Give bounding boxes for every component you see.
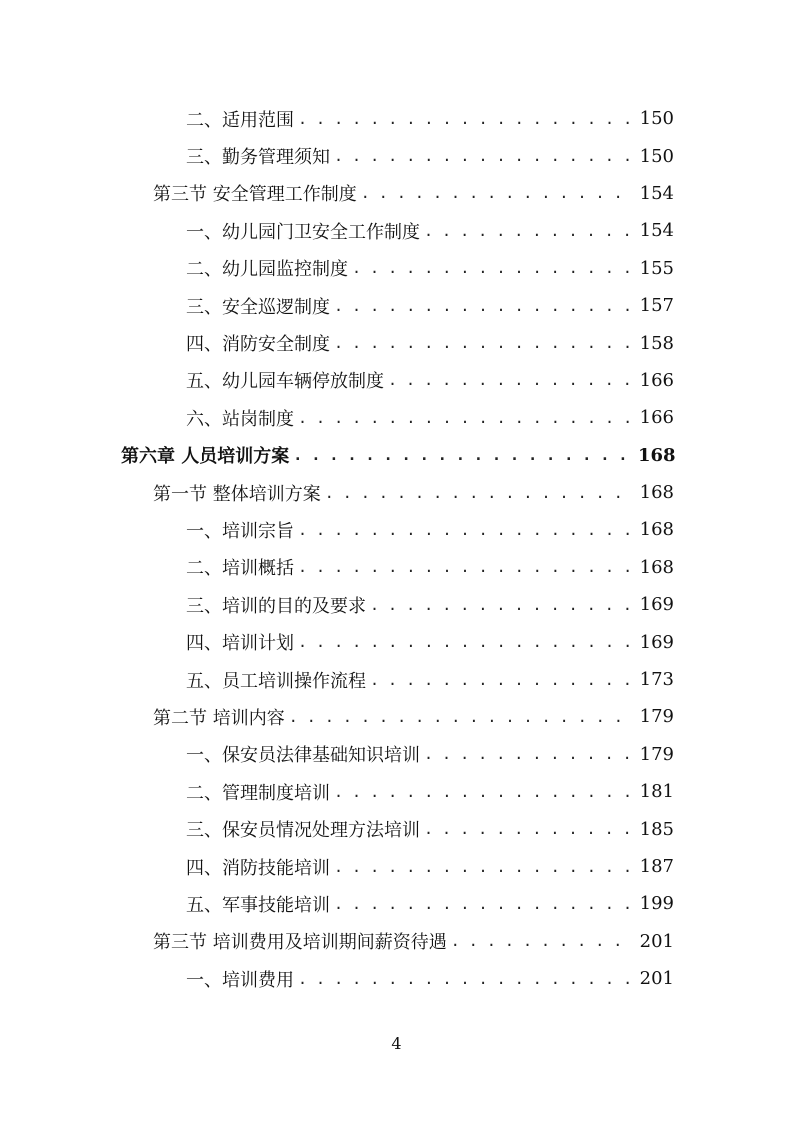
dot-leader [424, 743, 634, 765]
dot-leader [334, 781, 634, 803]
toc-entry-page-number: 166 [639, 407, 674, 429]
dot-leader [298, 631, 634, 653]
dot-leader [424, 220, 634, 242]
toc-entry-section[interactable] [153, 923, 674, 960]
toc-entry-page-number: 168 [639, 556, 674, 578]
toc-entry-item[interactable] [186, 885, 674, 922]
toc-entry-title: 三、安全巡逻制度 [186, 296, 330, 318]
toc-entry-item[interactable] [186, 736, 674, 773]
toc-entry-title: 三、保安员情况处理方法培训 [186, 820, 420, 842]
toc-entry-title: 二、幼儿园监控制度 [186, 259, 348, 281]
toc-entry-page-number: 201 [639, 968, 674, 990]
toc-entry-title: 五、员工培训操作流程 [186, 670, 366, 692]
dot-leader [298, 108, 634, 130]
toc-entry-section[interactable] [153, 474, 674, 511]
toc-entry-title: 一、培训费用 [186, 969, 294, 991]
toc-entry-title: 五、军事技能培训 [186, 894, 330, 916]
toc-entry-title: 二、培训概括 [186, 558, 294, 580]
toc-entry-item[interactable] [186, 362, 674, 399]
dot-leader [451, 930, 634, 952]
toc-entry-title: 四、消防安全制度 [186, 334, 330, 356]
toc-entry-page-number: 168 [639, 482, 674, 504]
dot-leader [325, 482, 634, 504]
toc-entry-chapter[interactable] [121, 437, 674, 474]
toc-entry-page-number: 158 [639, 332, 674, 354]
dot-leader [293, 444, 634, 466]
toc-entry-section[interactable] [153, 175, 674, 212]
page-number: 4 [391, 1034, 402, 1053]
toc-entry-page-number: 179 [639, 706, 674, 728]
toc-entry-title: 四、消防技能培训 [186, 857, 330, 879]
toc-entry-title: 五、幼儿园车辆停放制度 [186, 371, 384, 393]
dot-leader [334, 332, 634, 354]
toc-entry-page-number: 154 [639, 220, 674, 242]
toc-entry-page-number: 155 [639, 257, 674, 279]
dot-leader [298, 968, 634, 990]
toc-entry-title: 第二节 培训内容 [153, 707, 285, 729]
dot-leader [334, 893, 634, 915]
toc-entry-title: 第三节 培训费用及培训期间薪资待遇 [153, 932, 447, 954]
dot-leader [334, 145, 634, 167]
toc-entry-page-number: 173 [639, 669, 674, 691]
toc-entry-page-number: 168 [639, 519, 674, 541]
toc-entry-title: 一、保安员法律基础知识培训 [186, 745, 420, 767]
toc-entry-item[interactable] [186, 137, 674, 174]
toc-entry-item[interactable] [186, 586, 674, 623]
toc-entry-item[interactable] [186, 773, 674, 810]
dot-leader [388, 369, 634, 391]
toc-entry-item[interactable] [186, 250, 674, 287]
dot-leader [352, 257, 634, 279]
toc-entry-page-number: 179 [639, 743, 674, 765]
toc-entry-section[interactable] [153, 698, 674, 735]
toc-entry-item[interactable] [186, 399, 674, 436]
toc-entry-item[interactable] [186, 848, 674, 885]
toc-entry-page-number: 169 [639, 594, 674, 616]
toc-entry-title: 六、站岗制度 [186, 408, 294, 430]
toc-entry-title: 第六章 人员培训方案 [121, 446, 290, 468]
toc-entry-item[interactable] [186, 324, 674, 361]
toc-entry-item[interactable] [186, 960, 674, 997]
toc-entry-page-number: 157 [639, 295, 674, 317]
toc-entry-page-number: 150 [639, 108, 674, 130]
toc-entry-title: 三、培训的目的及要求 [186, 595, 366, 617]
dot-leader [424, 818, 634, 840]
toc-entry-item[interactable] [186, 661, 674, 698]
dot-leader [298, 407, 634, 429]
toc-entry-page-number: 199 [639, 893, 674, 915]
toc-entry-item[interactable] [186, 549, 674, 586]
dot-leader [370, 669, 634, 691]
dot-leader [289, 706, 634, 728]
toc-entry-page-number: 168 [638, 444, 676, 466]
dot-leader [298, 519, 634, 541]
toc-entry-title: 第三节 安全管理工作制度 [153, 184, 357, 206]
toc-entry-title: 三、勤务管理须知 [186, 147, 330, 169]
dot-leader [298, 556, 634, 578]
toc-entry-item[interactable] [186, 511, 674, 548]
toc-entry-title: 第一节 整体培训方案 [153, 483, 321, 505]
toc-entry-item[interactable] [186, 810, 674, 847]
toc-entry-page-number: 150 [639, 145, 674, 167]
toc-entry-title: 四、培训计划 [186, 633, 294, 655]
toc-entry-page-number: 181 [639, 781, 674, 803]
toc-entry-item[interactable] [186, 212, 674, 249]
toc-entry-page-number: 201 [639, 930, 674, 952]
toc-entry-page-number: 166 [639, 369, 674, 391]
dot-leader [334, 856, 634, 878]
dot-leader [361, 182, 634, 204]
toc-entry-title: 一、幼儿园门卫安全工作制度 [186, 221, 420, 243]
toc-entry-title: 二、适用范围 [186, 109, 294, 131]
toc-entry-page-number: 185 [639, 818, 674, 840]
toc-entry-title: 一、培训宗旨 [186, 520, 294, 542]
toc-entry-page-number: 169 [639, 631, 674, 653]
toc-entry-page-number: 154 [639, 182, 674, 204]
toc-entry-title: 二、管理制度培训 [186, 782, 330, 804]
toc-entry-item[interactable] [186, 623, 674, 660]
toc-entry-item[interactable] [186, 287, 674, 324]
table-of-contents [0, 100, 793, 997]
toc-entry-page-number: 187 [639, 856, 674, 877]
dot-leader [334, 295, 634, 317]
toc-entry-item[interactable] [186, 100, 674, 137]
dot-leader [370, 594, 634, 616]
